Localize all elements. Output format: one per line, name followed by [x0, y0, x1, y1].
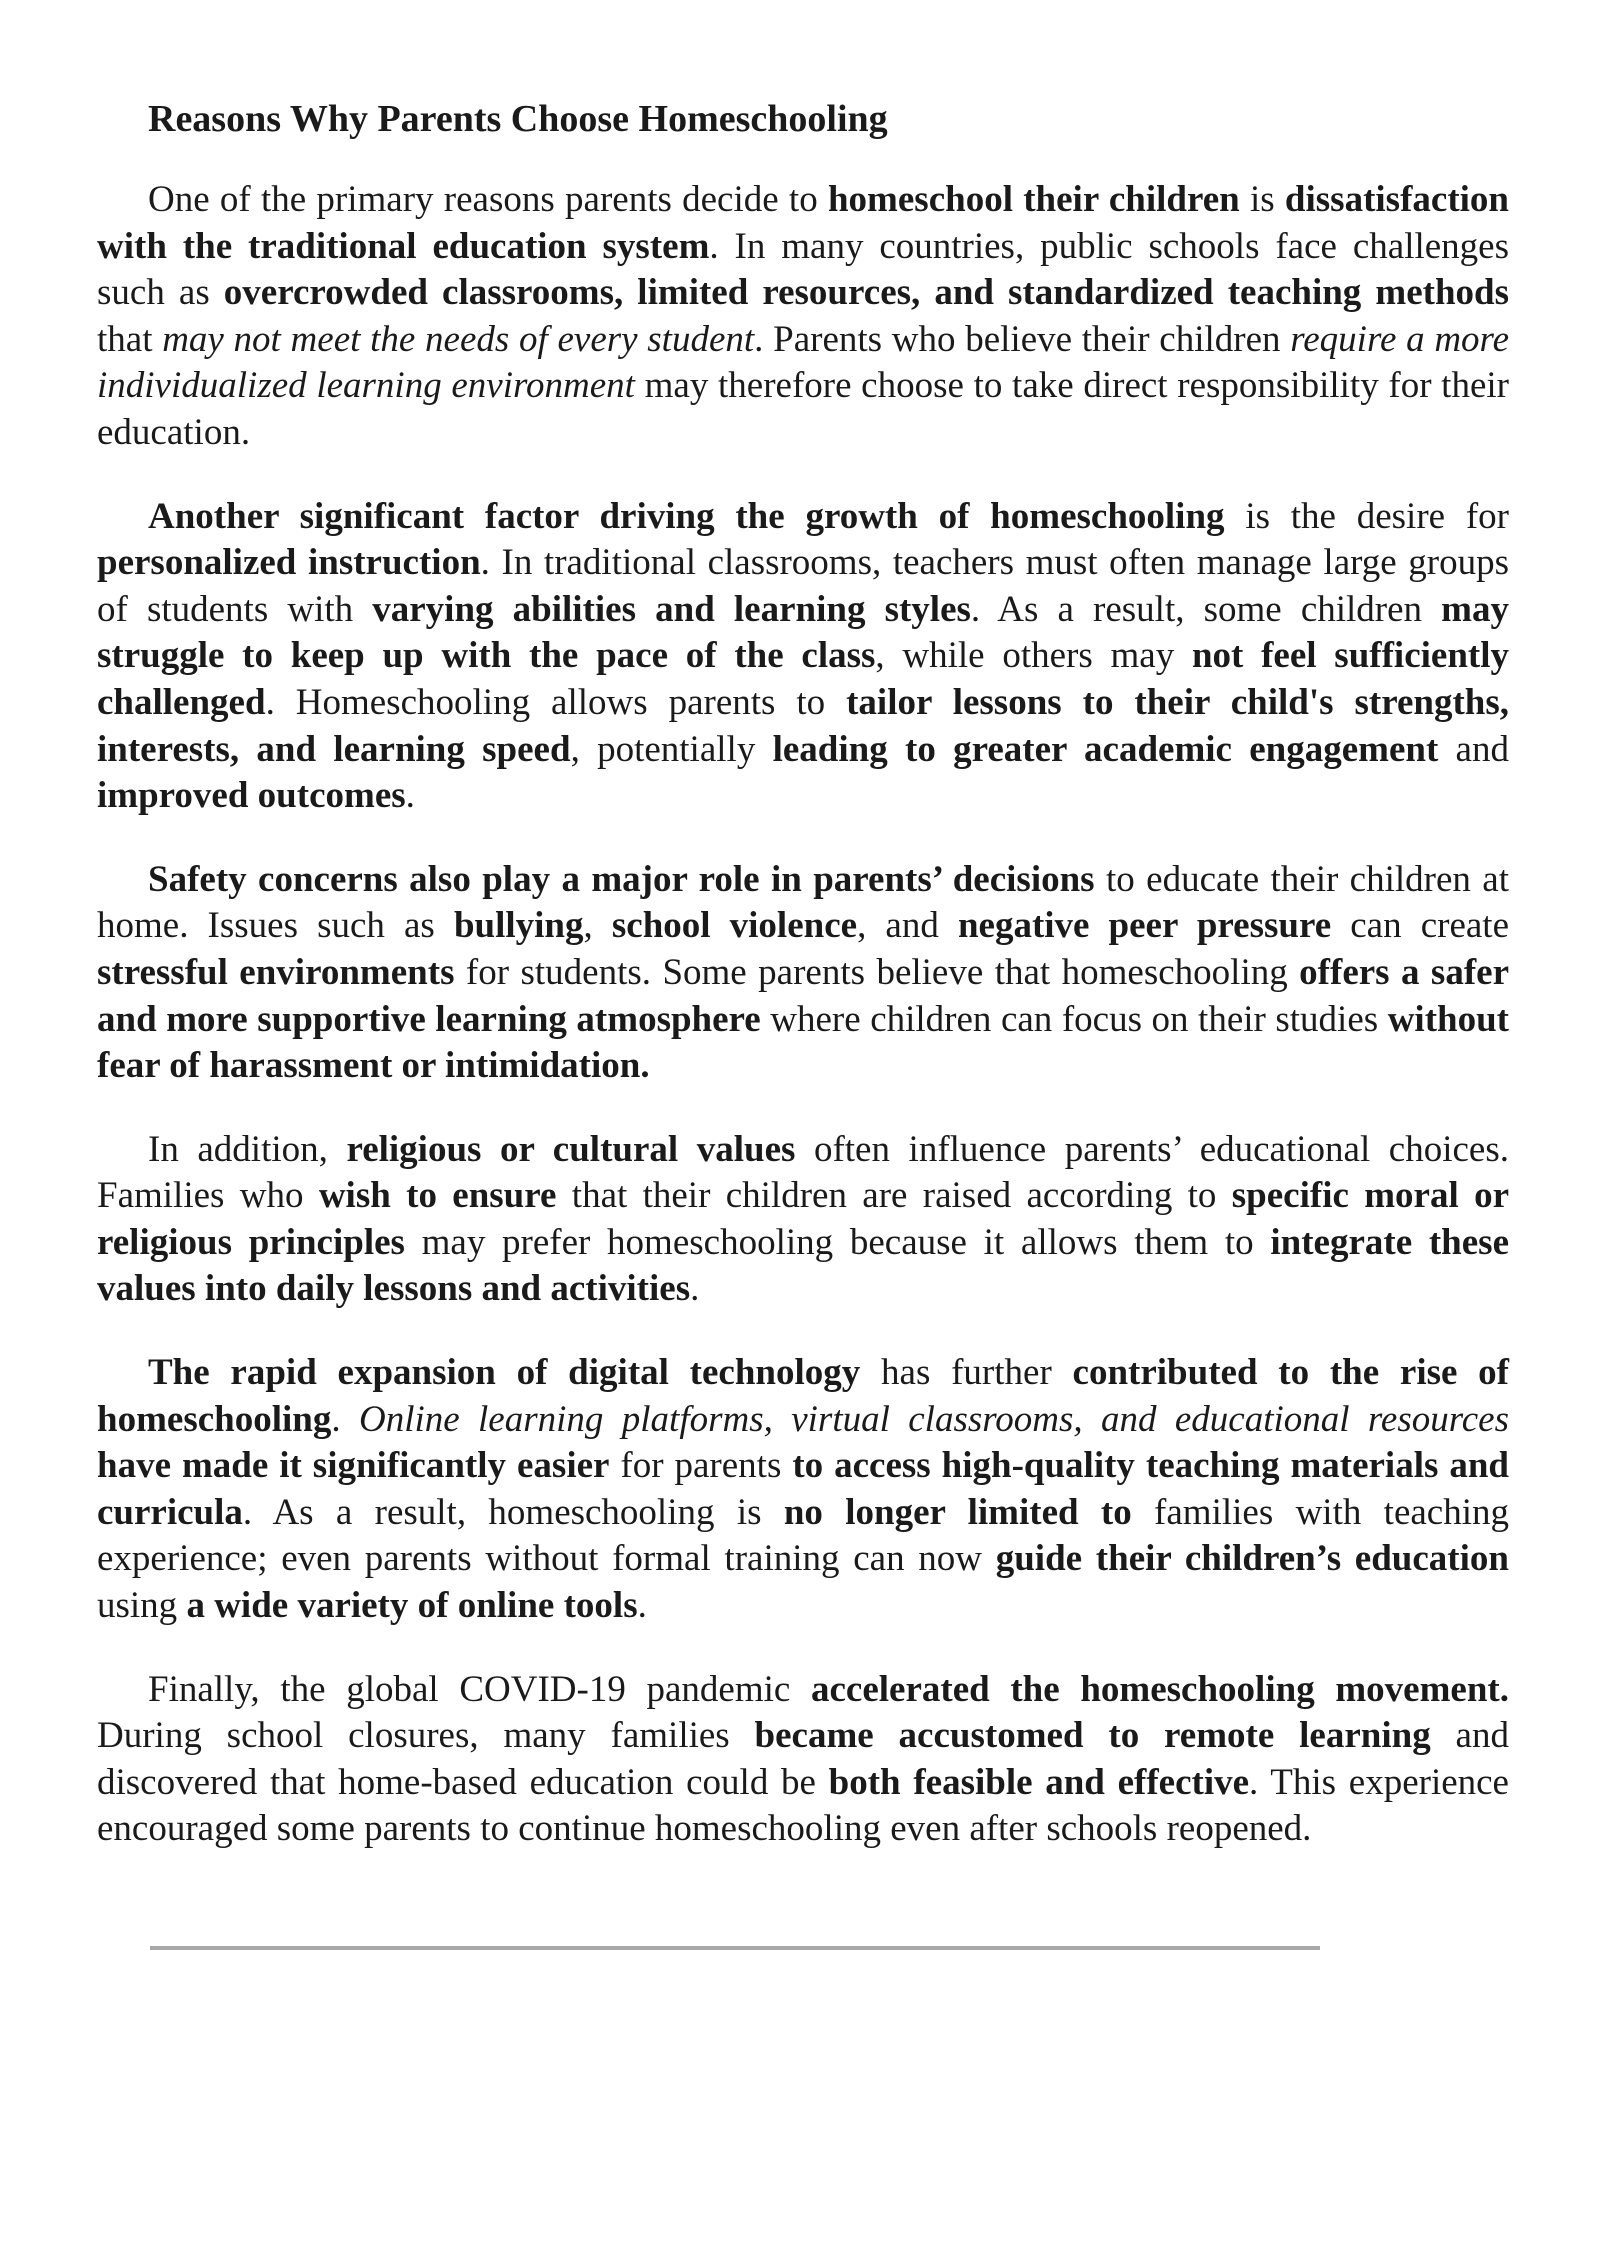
bold-text: leading to greater academic engagement: [772, 728, 1439, 770]
document-page: [97, 96, 1509, 1890]
paragraph: [97, 1350, 1509, 1630]
text-run: is the desire for: [1224, 495, 1509, 537]
text-run: for parents: [609, 1445, 793, 1487]
bold-text: offers a safer and more supportive learning atmosphere: [97, 951, 1509, 1040]
bold-text: improved outcomes: [97, 775, 406, 817]
text-run: , and: [857, 905, 958, 947]
document-body: [97, 177, 1509, 1853]
text-run: is: [1239, 179, 1285, 220]
text-run: .: [405, 775, 415, 817]
bold-text: school violence: [611, 905, 858, 947]
text-run: . In traditional classrooms, teachers must often manage large groups of students with: [97, 542, 1509, 630]
bold-text: no longer limited to: [783, 1491, 1132, 1533]
italic-text: Online learning platforms, virtual classrooms, and educational resources: [358, 1398, 1510, 1440]
bold-text: without fear of harassment or intimidation.: [97, 998, 1509, 1087]
text-run: In addition,: [148, 1128, 347, 1170]
bold-text: may struggle to keep up with the pace of the class: [97, 588, 1509, 677]
bold-text: not feel sufficiently challenged: [97, 635, 1510, 723]
text-run: .: [637, 1585, 647, 1627]
text-run: During school closures, many families: [97, 1715, 755, 1757]
text-run: families with teaching experience; even parents without formal training can now: [97, 1491, 1510, 1580]
paragraph: [97, 494, 1509, 820]
text-run: ,: [583, 905, 612, 947]
text-run: that: [97, 318, 163, 360]
text-run: . Homeschooling allows parents to: [265, 681, 847, 723]
text-run: for students. Some parents believe that homeschooling: [454, 951, 1300, 993]
bold-text: negative peer pressure: [957, 905, 1332, 947]
text-run: , while others may: [875, 635, 1192, 677]
text-run: may therefore choose to take direct responsibility for their education.: [97, 365, 1509, 453]
bold-text: personalized instruction: [97, 542, 481, 584]
paragraph: [97, 857, 1509, 1090]
text-run: to educate their children at home. Issues such as: [97, 858, 1509, 947]
bold-text: guide their children’s education: [995, 1538, 1509, 1580]
text-run: One of the primary reasons parents decide to: [148, 179, 828, 220]
text-run: that their children are raised according to: [556, 1175, 1232, 1217]
bold-text: Another significant factor driving the growth of homeschooling: [148, 495, 1225, 537]
bold-text: contributed to the rise of homeschooling: [97, 1352, 1509, 1440]
text-run: can create: [1331, 905, 1509, 947]
text-run: and discovered that home-based education could be: [97, 1715, 1509, 1803]
text-run: .: [331, 1398, 359, 1440]
bold-text: became accustomed to remote learning: [754, 1715, 1431, 1757]
italic-text: require a more individualized learning environment: [97, 318, 1509, 407]
bold-text: both feasible and effective: [828, 1761, 1250, 1803]
text-run: . Parents who believe their children: [754, 318, 1291, 360]
text-run: may prefer homeschooling because it allows them to: [404, 1221, 1271, 1263]
bold-text: homeschool their children: [827, 179, 1240, 220]
bold-text: have made it significantly easier: [97, 1445, 610, 1487]
bold-text: integrate these values into daily lessons and activities: [97, 1221, 1509, 1310]
bold-text: overcrowded classrooms, limited resources, and standardized teaching methods: [223, 272, 1509, 314]
bold-text: dissatisfaction with the traditional education system: [97, 179, 1509, 267]
text-run: using: [97, 1585, 187, 1627]
bold-text: a wide variety of online tools: [186, 1585, 638, 1627]
text-run: . This experience encouraged some parents to continue homeschooling even after schools reopened.: [97, 1761, 1509, 1850]
text-run: . In many countries, public schools face challenges such as: [97, 225, 1509, 314]
bold-text: varying abilities and learning styles: [372, 588, 971, 630]
bold-text: accelerated the homeschooling movement.: [810, 1668, 1509, 1710]
text-run: and: [1438, 728, 1509, 770]
text-run: has further: [860, 1352, 1073, 1394]
bold-text: Safety concerns also play a major role in parents’ decisions: [148, 858, 1095, 900]
bold-text: bullying: [453, 905, 584, 947]
document-title: Reasons Why Parents Choose Homeschooling: [148, 98, 888, 140]
paragraph: [97, 1667, 1509, 1853]
paragraph: [97, 1127, 1509, 1313]
bold-text: to access high-quality teaching materials and curricula: [97, 1445, 1510, 1533]
bold-text: The rapid expansion of digital technology: [148, 1352, 861, 1394]
text-run: , potentially: [570, 728, 773, 770]
bold-text: stressful environments: [97, 951, 455, 993]
italic-text: may not meet the needs of every student: [162, 318, 755, 360]
text-run: . As a result, homeschooling is: [242, 1491, 784, 1533]
horizontal-rule: [150, 1946, 1320, 1950]
bold-text: wish to ensure: [318, 1175, 557, 1217]
text-run: often influence parents’ educational choices. Families who: [97, 1128, 1509, 1217]
paragraph: [97, 177, 1509, 457]
bold-text: religious or cultural values: [346, 1128, 796, 1170]
text-run: .: [690, 1268, 700, 1310]
text-run: where children can focus on their studies: [760, 998, 1388, 1040]
text-run: Finally, the global COVID-19 pandemic: [148, 1668, 811, 1710]
bold-text: tailor lessons to their child's strengths, interests, and learning speed: [97, 681, 1509, 770]
text-run: . As a result, some children: [970, 588, 1442, 630]
bold-text: specific moral or religious principles: [97, 1175, 1509, 1263]
